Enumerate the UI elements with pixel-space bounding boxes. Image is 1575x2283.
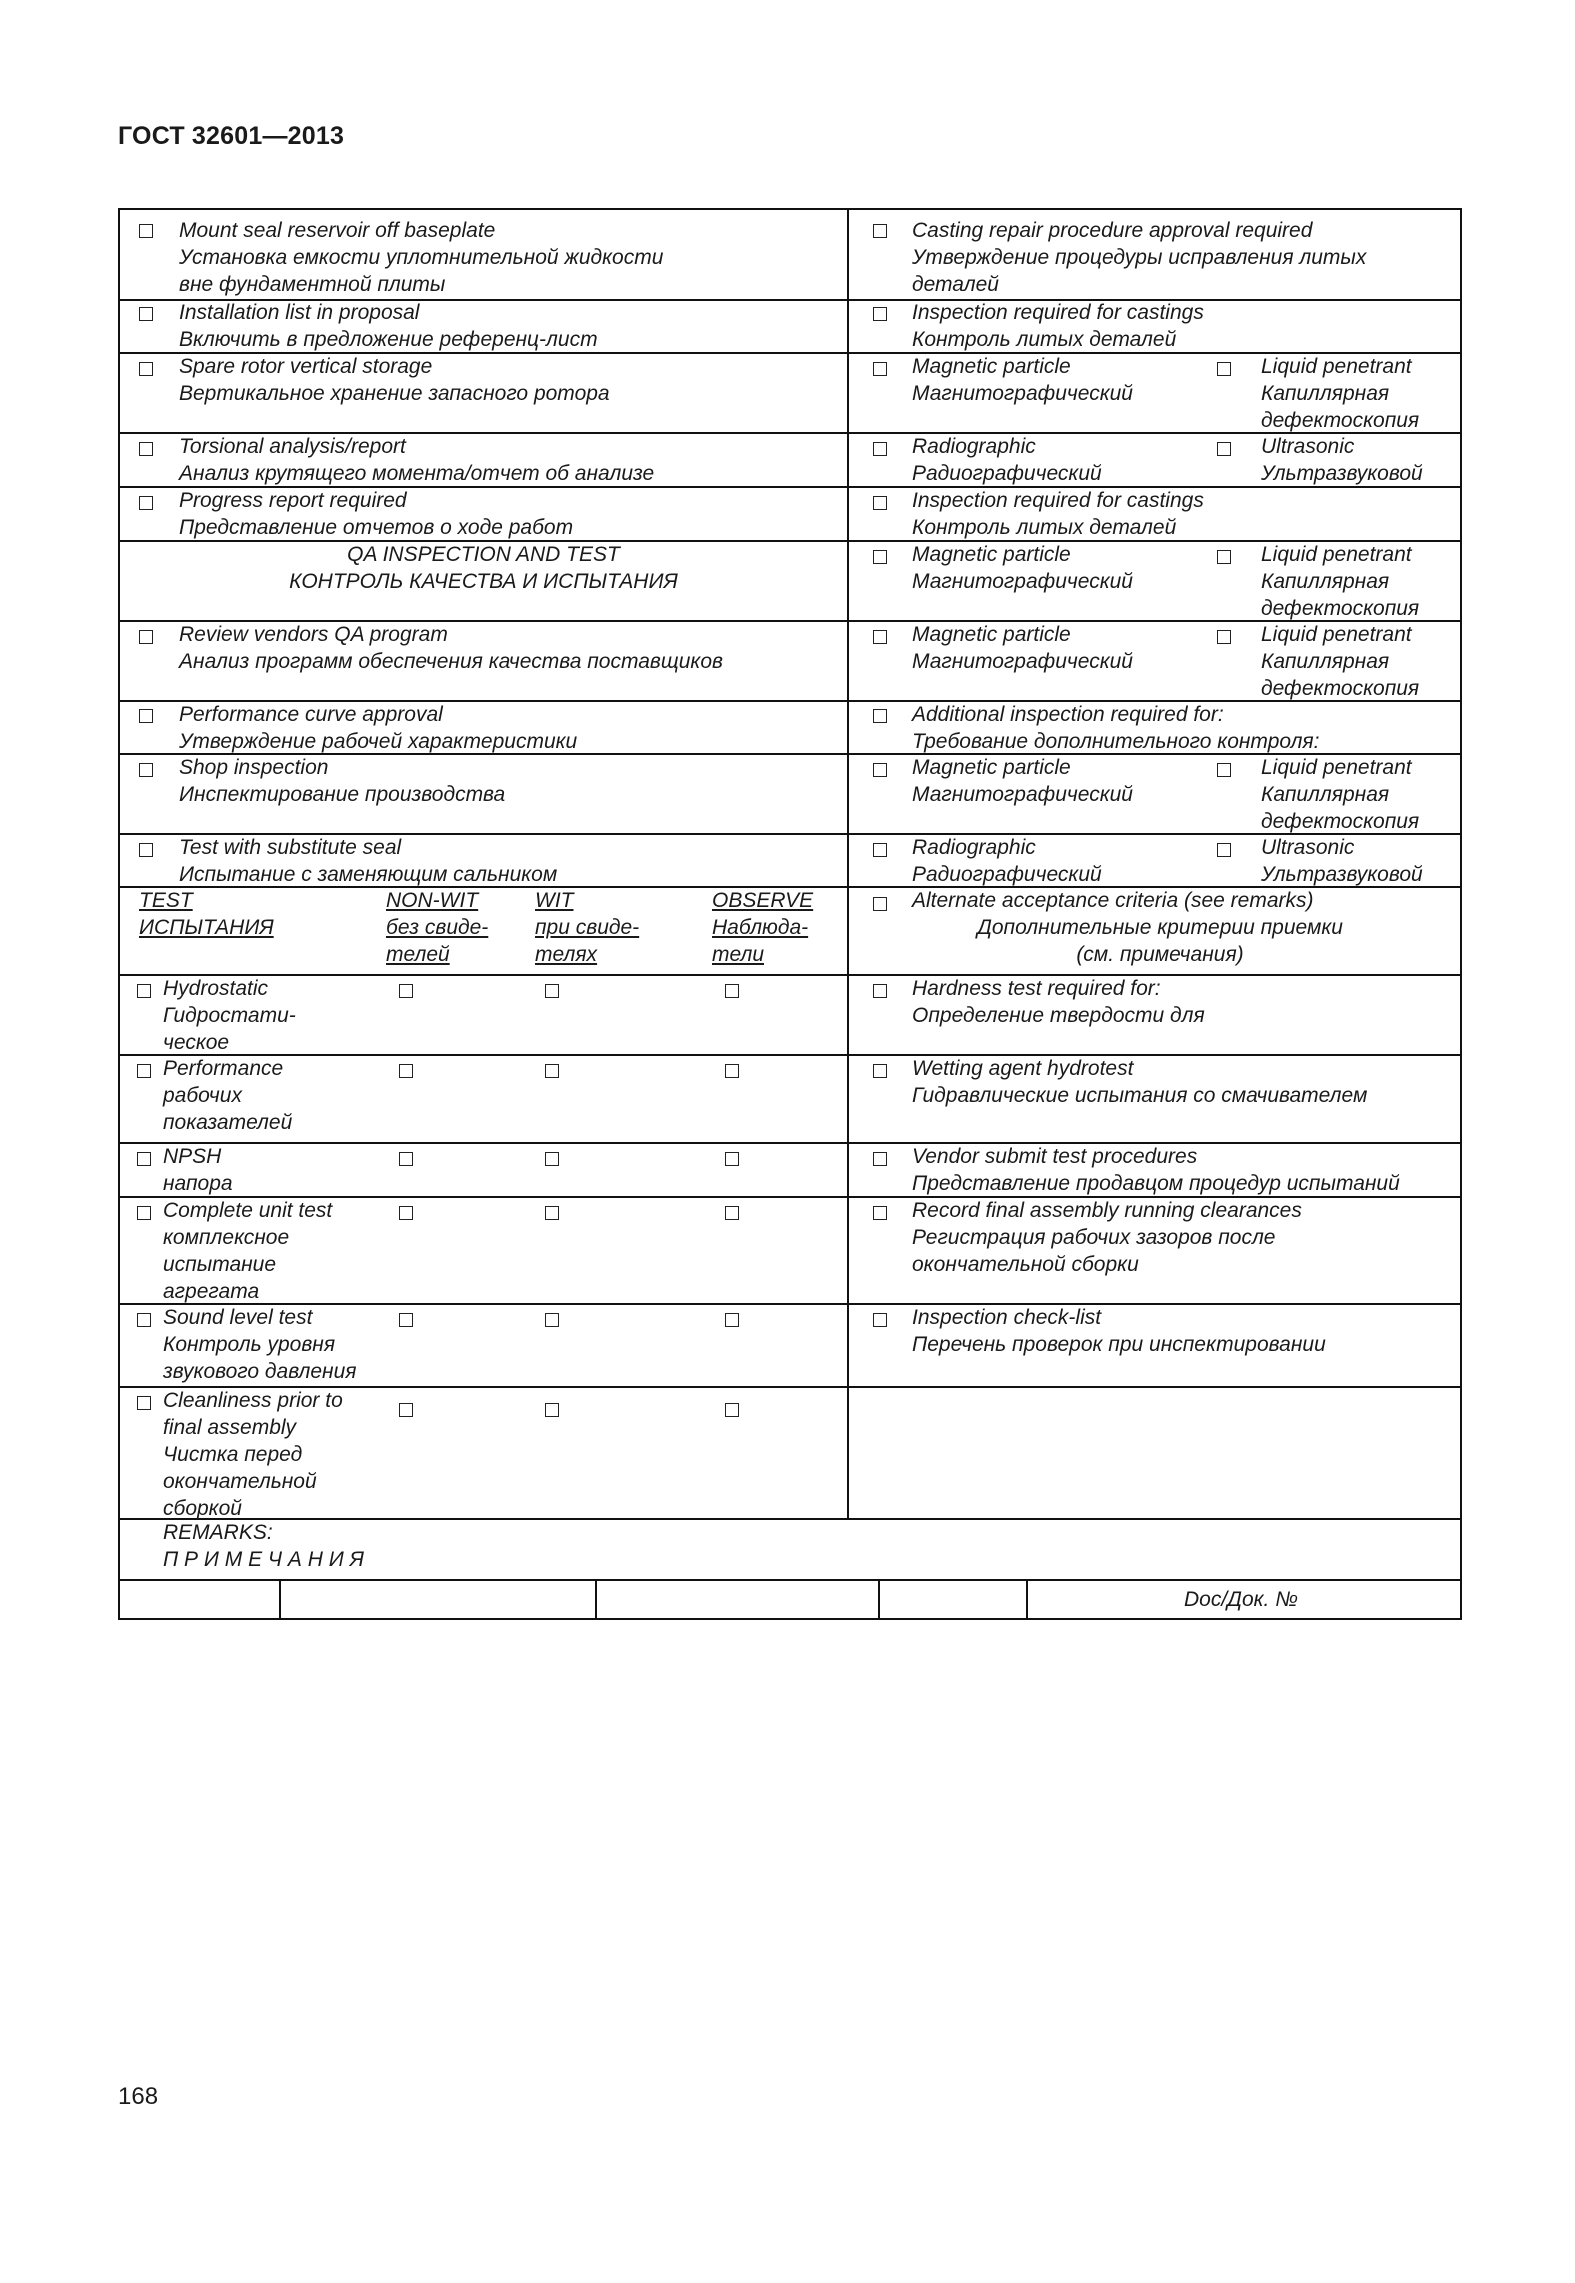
checkbox-magnetic-particle[interactable] xyxy=(873,362,887,376)
col-nonwit-ru: телей xyxy=(386,943,450,966)
right-row-14 xyxy=(912,1143,1400,1197)
test-label: окончательной xyxy=(163,1470,317,1493)
item-label-en: Shop inspection xyxy=(179,756,329,779)
test-label: Гидростати- xyxy=(163,1004,296,1027)
liquid-penetrant-option xyxy=(1261,353,1419,434)
test-label: Performance xyxy=(163,1057,284,1080)
checkbox[interactable] xyxy=(873,709,887,723)
checkbox[interactable] xyxy=(139,307,153,321)
right-row-2 xyxy=(912,299,1204,353)
col-wit-ru: телях xyxy=(535,943,598,966)
checkbox[interactable] xyxy=(137,1206,151,1220)
left-row-10 xyxy=(179,834,557,888)
ultrasonic-option xyxy=(1261,834,1423,888)
option-label-ru: Ультразвуковой xyxy=(1261,863,1423,886)
checkbox-nonwit[interactable] xyxy=(399,1152,413,1166)
test-label: напора xyxy=(163,1172,233,1195)
item-label-en: Inspection required for castings xyxy=(912,301,1204,324)
item-label-ru: Требование дополнительного контроля: xyxy=(912,730,1320,753)
remarks-section xyxy=(163,1519,364,1573)
checkbox[interactable] xyxy=(137,1064,151,1078)
wit-column-header xyxy=(535,887,639,968)
test-label: звукового давления xyxy=(163,1360,357,1383)
checkbox[interactable] xyxy=(873,1152,887,1166)
test-label: комплексное xyxy=(163,1226,290,1249)
liquid-penetrant-option xyxy=(1261,541,1419,622)
column-divider xyxy=(847,210,849,1518)
right-row-11-ru xyxy=(860,914,1460,968)
checkbox[interactable] xyxy=(873,496,887,510)
checkbox[interactable] xyxy=(873,1064,887,1078)
checkbox[interactable] xyxy=(139,442,153,456)
checkbox-magnetic-particle[interactable] xyxy=(873,550,887,564)
checkbox-radiographic[interactable] xyxy=(873,843,887,857)
checkbox[interactable] xyxy=(139,224,153,238)
item-label-en: Installation list in proposal xyxy=(179,301,420,324)
option-label-ru: дефектоскопия xyxy=(1261,409,1420,432)
item-label-en: Mount seal reservoir off baseplate xyxy=(179,219,496,242)
checkbox[interactable] xyxy=(139,709,153,723)
item-label-en: Inspection check-list xyxy=(912,1306,1102,1329)
test-label: final assembly xyxy=(163,1416,297,1439)
item-label-ru: (см. примечания) xyxy=(1076,943,1244,966)
item-label-en: Review vendors QA program xyxy=(179,623,448,646)
item-label-en: Wetting agent hydrotest xyxy=(912,1057,1134,1080)
test-label: Complete unit test xyxy=(163,1199,333,1222)
option-label-ru: Ультразвуковой xyxy=(1261,462,1423,485)
item-label-ru: Контроль литых деталей xyxy=(912,328,1177,351)
item-label-en: Spare rotor vertical storage xyxy=(179,355,433,378)
item-label-en: Torsional analysis/report xyxy=(179,435,406,458)
option-label-en: Ultrasonic xyxy=(1261,836,1355,859)
checkbox[interactable] xyxy=(873,897,887,911)
option-label-ru: дефектоскопия xyxy=(1261,810,1420,833)
test-row-hydrostatic xyxy=(163,975,296,1056)
option-label-en: Liquid penetrant xyxy=(1261,543,1412,566)
test-label: Чистка перед xyxy=(163,1443,303,1466)
item-label-ru: Гидравлические испытания со смачивателем xyxy=(912,1084,1368,1107)
qa-section-title xyxy=(120,541,847,595)
liquid-penetrant-option xyxy=(1261,621,1419,702)
checkbox-wit[interactable] xyxy=(545,1152,559,1166)
item-label-ru: Представление продавцом процедур испытаний xyxy=(912,1172,1400,1195)
radiographic-option xyxy=(912,433,1102,487)
checkbox-observe[interactable] xyxy=(725,1206,739,1220)
item-label-en: Casting repair procedure approval required xyxy=(912,219,1313,242)
col-observe-ru: тели xyxy=(712,943,764,966)
item-label-ru: Анализ крутящего момента/отчет об анализе xyxy=(179,462,655,485)
test-label: Cleanliness prior to xyxy=(163,1389,343,1412)
test-row-performance xyxy=(163,1055,292,1136)
checkbox-nonwit[interactable] xyxy=(399,1313,413,1327)
col-observe-en: OBSERVE xyxy=(712,889,814,912)
checkbox[interactable] xyxy=(137,1396,151,1410)
right-row-16 xyxy=(912,1304,1326,1358)
option-label-en: Radiographic xyxy=(912,836,1036,859)
option-label-en: Liquid penetrant xyxy=(1261,756,1412,779)
option-label-ru: Капиллярная xyxy=(1261,570,1390,593)
left-row-7 xyxy=(179,621,723,675)
item-label-ru: Утверждение процедуры исправления литых xyxy=(912,246,1367,269)
checkbox-magnetic-particle[interactable] xyxy=(873,763,887,777)
item-label-ru: Вертикальное хранение запасного ротора xyxy=(179,382,610,405)
test-label: Контроль уровня xyxy=(163,1333,336,1356)
right-row-8 xyxy=(912,701,1319,755)
checkbox-liquid-penetrant[interactable] xyxy=(1217,550,1231,564)
specification-form xyxy=(118,208,1462,1620)
test-column-header xyxy=(139,887,274,941)
item-label-en: Performance curve approval xyxy=(179,703,443,726)
checkbox-nonwit[interactable] xyxy=(399,1064,413,1078)
checkbox[interactable] xyxy=(873,307,887,321)
item-label-en: Vendor submit test procedures xyxy=(912,1145,1198,1168)
item-label-ru: окончательной сборки xyxy=(912,1253,1139,1276)
item-label-ru: деталей xyxy=(912,273,999,296)
option-label-ru: дефектоскопия xyxy=(1261,597,1420,620)
item-label-ru: Анализ программ обеспечения качества поставщиков xyxy=(179,650,723,673)
checkbox-observe[interactable] xyxy=(725,1152,739,1166)
item-label-en: Progress report required xyxy=(179,489,407,512)
item-label-ru: Утверждение рабочей характеристики xyxy=(179,730,578,753)
footer-divider xyxy=(1026,1579,1028,1619)
item-label-ru: Установка емкости уплотнительной жидкости xyxy=(179,246,664,269)
checkbox-liquid-penetrant[interactable] xyxy=(1217,630,1231,644)
checkbox-wit[interactable] xyxy=(545,1313,559,1327)
checkbox-liquid-penetrant[interactable] xyxy=(1217,763,1231,777)
checkbox-wit[interactable] xyxy=(545,1206,559,1220)
checkbox-wit[interactable] xyxy=(545,1403,559,1417)
left-row-9 xyxy=(179,754,505,808)
item-label-ru: Дополнительные критерии приемки xyxy=(977,916,1343,939)
checkbox-nonwit[interactable] xyxy=(399,1206,413,1220)
test-label: сборкой xyxy=(163,1497,242,1520)
option-label-ru: Капиллярная xyxy=(1261,382,1390,405)
checkbox-wit[interactable] xyxy=(545,984,559,998)
option-label-ru: Радиографический xyxy=(912,462,1102,485)
right-row-5 xyxy=(912,487,1204,541)
item-label-ru: Инспектирование производства xyxy=(179,783,506,806)
option-label-ru: дефектоскопия xyxy=(1261,677,1420,700)
option-label-ru: Капиллярная xyxy=(1261,650,1390,673)
test-label: показателей xyxy=(163,1111,293,1134)
doc-number-label: Doc/Док. № xyxy=(1184,1588,1298,1611)
nonwit-column-header xyxy=(386,887,488,968)
checkbox[interactable] xyxy=(139,630,153,644)
checkbox[interactable] xyxy=(137,1152,151,1166)
checkbox-ultrasonic[interactable] xyxy=(1217,442,1231,456)
remarks-label-ru: П Р И М Е Ч А Н И Я xyxy=(163,1548,364,1571)
checkbox[interactable] xyxy=(139,763,153,777)
test-row-cleanliness xyxy=(163,1387,343,1522)
item-label-en: Additional inspection required for: xyxy=(912,703,1224,726)
checkbox[interactable] xyxy=(873,984,887,998)
checkbox-magnetic-particle[interactable] xyxy=(873,630,887,644)
magnetic-particle-option xyxy=(912,621,1133,675)
option-label-en: Liquid penetrant xyxy=(1261,623,1412,646)
right-row-11 xyxy=(912,887,1314,914)
checkbox-observe[interactable] xyxy=(725,1064,739,1078)
item-label-en: Inspection required for castings xyxy=(912,489,1204,512)
checkbox-nonwit[interactable] xyxy=(399,984,413,998)
page-number: 168 xyxy=(118,2083,159,2110)
right-row-15 xyxy=(912,1197,1302,1278)
option-label-en: Magnetic particle xyxy=(912,543,1071,566)
left-row-4 xyxy=(179,433,654,487)
left-row-3 xyxy=(179,353,610,407)
checkbox[interactable] xyxy=(873,1206,887,1220)
item-label-ru: вне фундаментной плиты xyxy=(179,273,446,296)
magnetic-particle-option xyxy=(912,754,1133,808)
left-row-1 xyxy=(179,217,663,298)
option-label-en: Magnetic particle xyxy=(912,623,1071,646)
option-label-ru: Радиографический xyxy=(912,863,1102,886)
test-row-npsh xyxy=(163,1143,233,1197)
item-label-en: Record final assembly running clearances xyxy=(912,1199,1302,1222)
right-row-12 xyxy=(912,975,1205,1029)
checkbox-liquid-penetrant[interactable] xyxy=(1217,362,1231,376)
item-label-ru: Контроль литых деталей xyxy=(912,516,1177,539)
test-row-complete-unit xyxy=(163,1197,332,1305)
checkbox[interactable] xyxy=(873,1313,887,1327)
checkbox[interactable] xyxy=(139,362,153,376)
test-row-sound-level xyxy=(163,1304,356,1385)
item-label-ru: Включить в предложение референц-лист xyxy=(179,328,598,351)
magnetic-particle-option xyxy=(912,541,1133,595)
left-row-5 xyxy=(179,487,573,541)
col-nonwit-ru: без свиде- xyxy=(386,916,489,939)
row-line xyxy=(120,974,1460,976)
test-label: Hydrostatic xyxy=(163,977,269,1000)
observe-column-header xyxy=(712,887,813,968)
test-label: агрегата xyxy=(163,1280,260,1303)
item-label-ru: Испытание с заменяющим сальником xyxy=(179,863,558,886)
right-row-13 xyxy=(912,1055,1367,1109)
option-label-ru: Магнитографический xyxy=(912,783,1133,806)
right-row-1 xyxy=(912,217,1366,298)
ultrasonic-option xyxy=(1261,433,1423,487)
test-label: NPSH xyxy=(163,1145,222,1168)
item-label-en: Alternate acceptance criteria (see remarks) xyxy=(912,889,1314,912)
left-row-8 xyxy=(179,701,577,755)
option-label-en: Ultrasonic xyxy=(1261,435,1355,458)
liquid-penetrant-option xyxy=(1261,754,1419,835)
option-label-en: Magnetic particle xyxy=(912,756,1071,779)
magnetic-particle-option xyxy=(912,353,1133,407)
checkbox[interactable] xyxy=(139,843,153,857)
option-label-ru: Магнитографический xyxy=(912,382,1133,405)
option-label-ru: Капиллярная xyxy=(1261,783,1390,806)
item-label-ru: Перечень проверок при инспектировании xyxy=(912,1333,1326,1356)
checkbox-observe[interactable] xyxy=(725,1403,739,1417)
test-label: испытание xyxy=(163,1253,277,1276)
checkbox[interactable] xyxy=(139,496,153,510)
item-label-en: Hardness test required for: xyxy=(912,977,1161,1000)
option-label-ru: Магнитографический xyxy=(912,650,1133,673)
checkbox[interactable] xyxy=(137,984,151,998)
left-row-2 xyxy=(179,299,598,353)
test-label: рабочих xyxy=(163,1084,242,1107)
footer-divider xyxy=(878,1579,880,1619)
checkbox-nonwit[interactable] xyxy=(399,1403,413,1417)
row-line xyxy=(120,1579,1460,1581)
test-label: ческое xyxy=(163,1031,230,1054)
col-nonwit-en: NON-WIT xyxy=(386,889,479,912)
checkbox[interactable] xyxy=(873,224,887,238)
option-label-en: Liquid penetrant xyxy=(1261,355,1412,378)
option-label-en: Magnetic particle xyxy=(912,355,1071,378)
col-wit-en: WIT xyxy=(535,889,574,912)
checkbox-ultrasonic[interactable] xyxy=(1217,843,1231,857)
option-label-ru: Магнитографический xyxy=(912,570,1133,593)
remarks-label-en: REMARKS: xyxy=(163,1521,273,1544)
item-label-ru: Регистрация рабочих зазоров после xyxy=(912,1226,1276,1249)
test-label: Sound level test xyxy=(163,1306,313,1329)
checkbox-observe[interactable] xyxy=(725,1313,739,1327)
document-header: ГОСТ 32601—2013 xyxy=(118,122,345,150)
footer-divider xyxy=(595,1579,597,1619)
checkbox-observe[interactable] xyxy=(725,984,739,998)
checkbox[interactable] xyxy=(137,1313,151,1327)
checkbox-wit[interactable] xyxy=(545,1064,559,1078)
col-test-ru: ИСПЫТАНИЯ xyxy=(139,916,274,939)
col-wit-ru: при свиде- xyxy=(535,916,640,939)
item-label-ru: Представление отчетов о ходе работ xyxy=(179,516,574,539)
item-label-en: Test with substitute seal xyxy=(179,836,402,859)
option-label-en: Radiographic xyxy=(912,435,1036,458)
section-title-ru: КОНТРОЛЬ КАЧЕСТВА И ИСПЫТАНИЯ xyxy=(289,570,678,593)
col-test-en: TEST xyxy=(139,889,193,912)
radiographic-option xyxy=(912,834,1102,888)
footer-divider xyxy=(279,1579,281,1619)
section-title-en: QA INSPECTION AND TEST xyxy=(347,543,620,566)
checkbox-radiographic[interactable] xyxy=(873,442,887,456)
col-observe-ru: Наблюда- xyxy=(712,916,809,939)
item-label-ru: Определение твердости для xyxy=(912,1004,1205,1027)
